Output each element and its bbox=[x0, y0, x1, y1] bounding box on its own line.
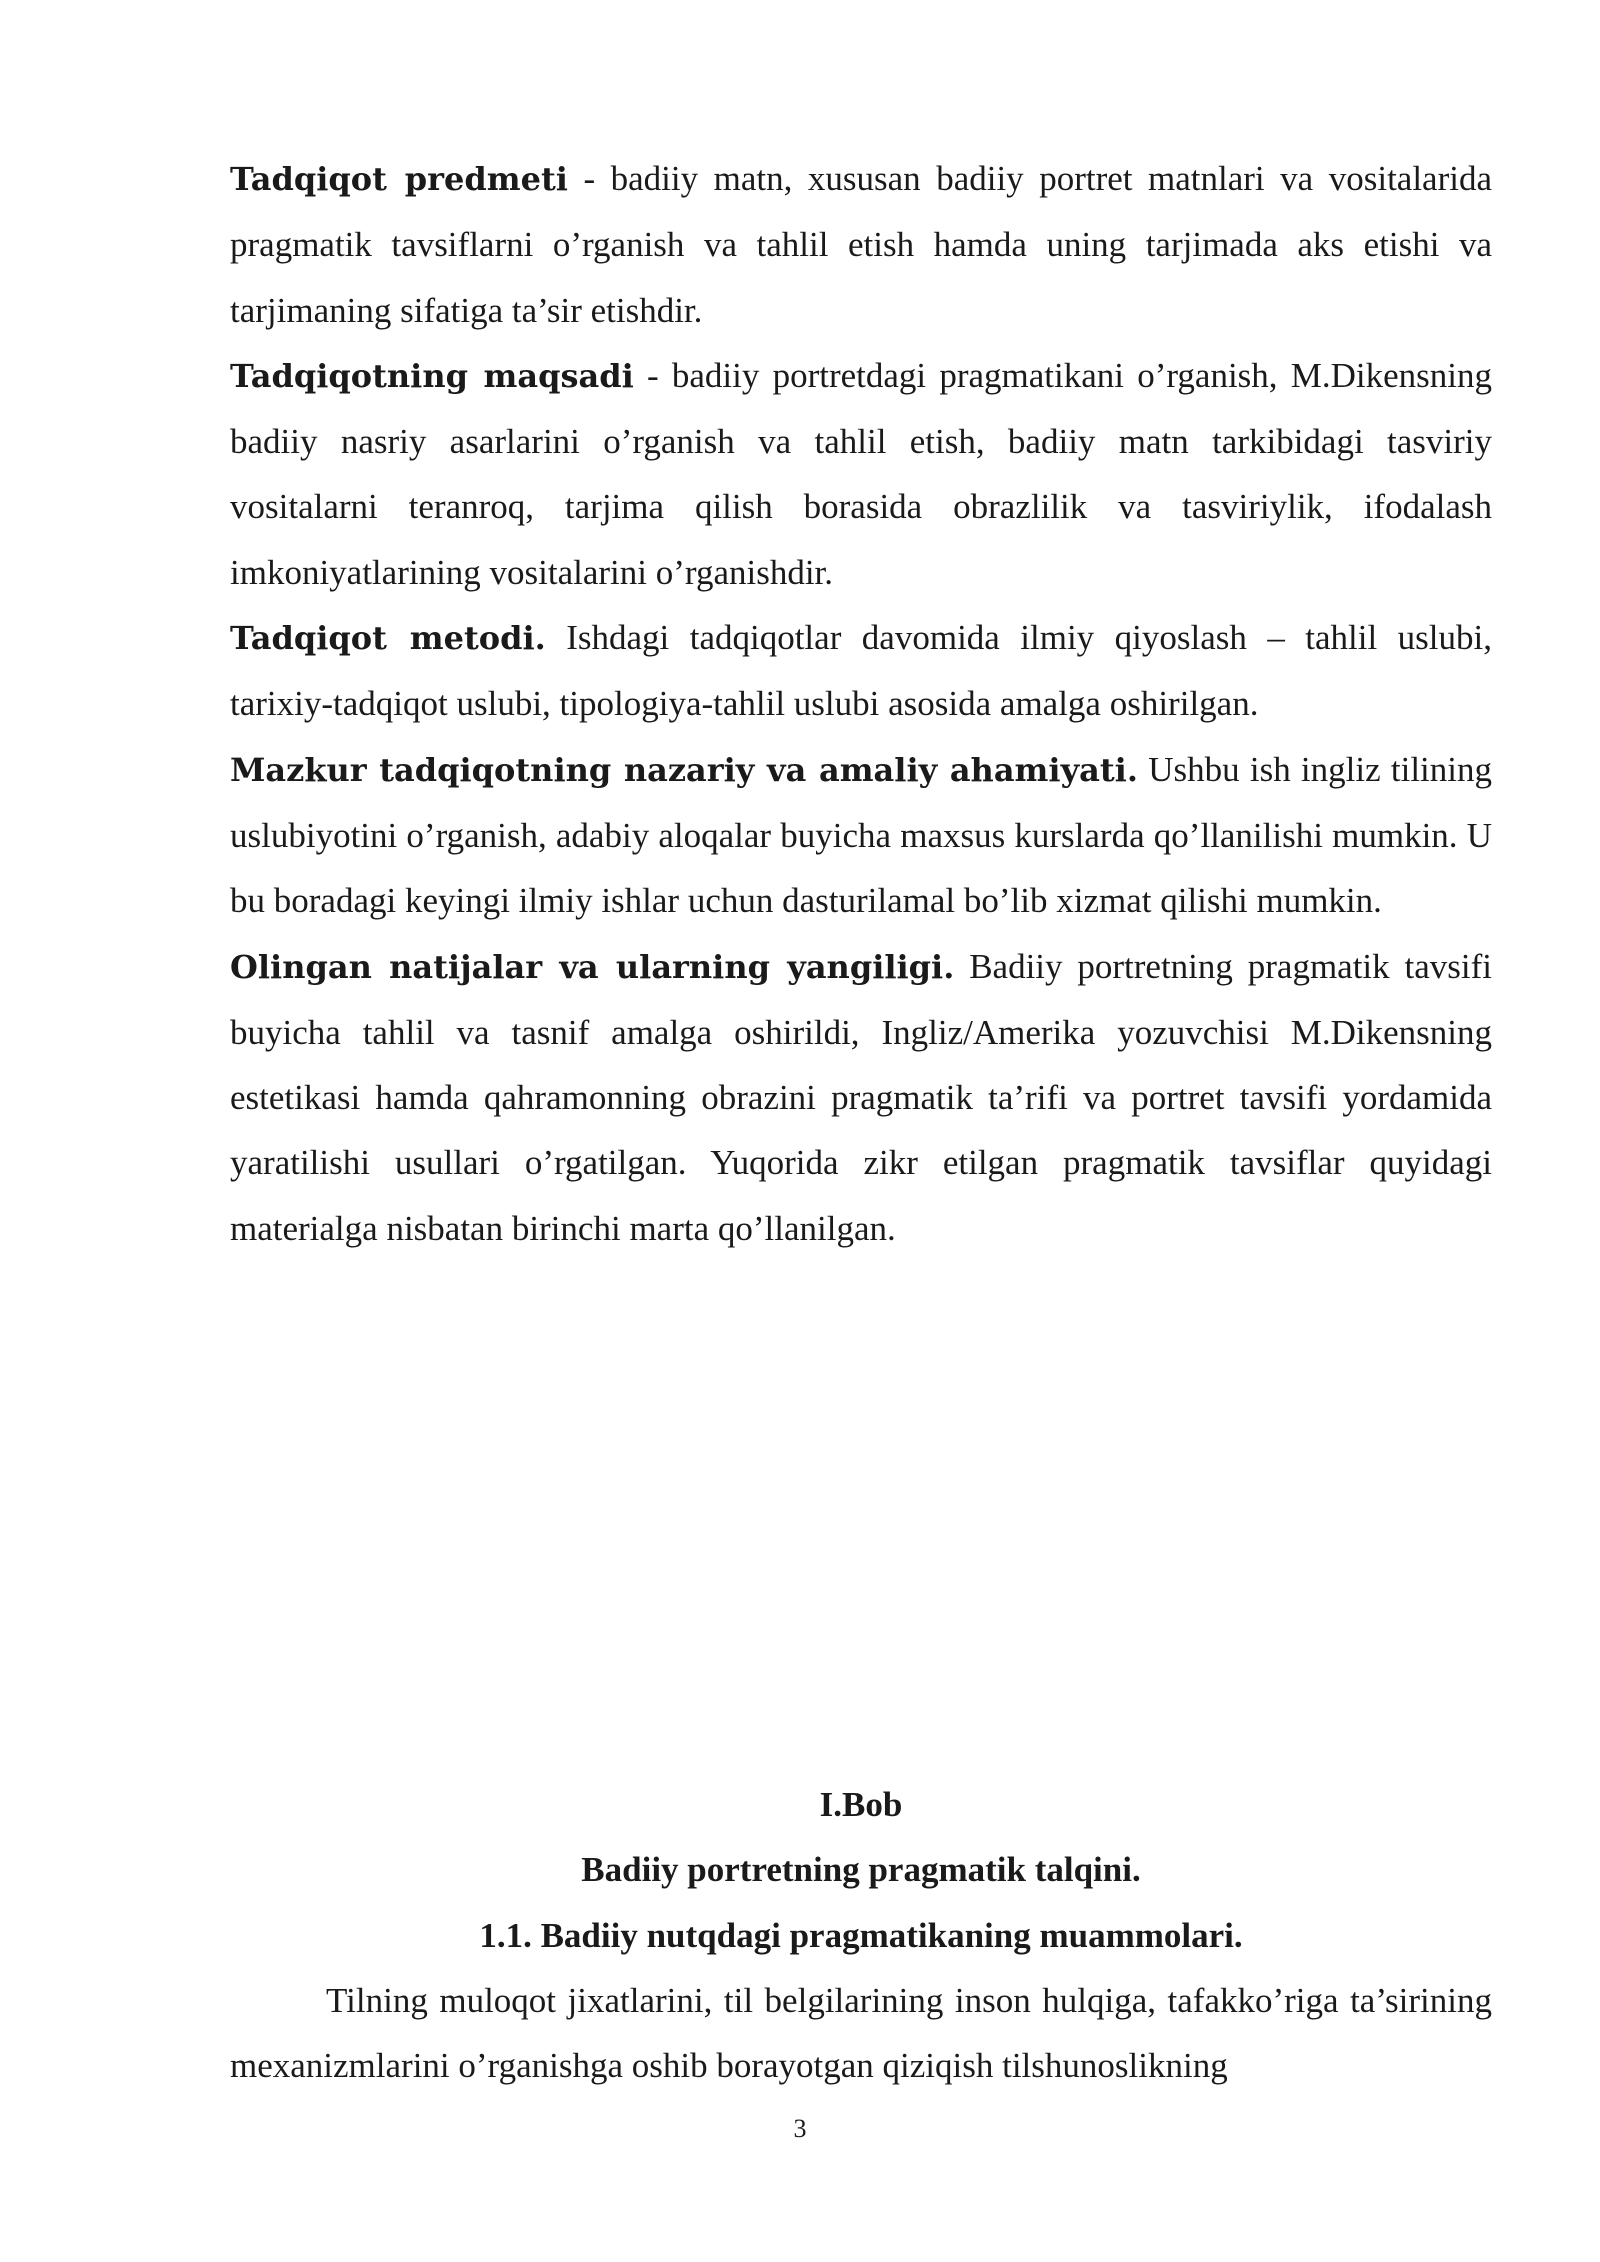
paragraph-text: - badiiy matn, xususan badiiy portret matnlari va vositalarida pragmatik tavsiflarni o’rganish va tahlil etish hamda uning tarjimada aks etishi va tarjimaning sifatiga ta’sir etishdir. bbox=[230, 159, 1493, 330]
paragraph-text: Ishdagi tadqiqotlar davomida ilmiy qiyoslash – tahlil uslubi, tarixiy-tadqiqot uslubi, tipologiya-tahlil uslubi asosida amalga oshirilgan. bbox=[230, 618, 1493, 724]
paragraph-lead: Olingan natijalar va ularning yangiligi. bbox=[230, 947, 955, 986]
chapter-section bbox=[230, 1772, 1492, 2098]
paragraph-lead: Tadqiqot metodi. bbox=[230, 619, 546, 658]
paragraph-research-subject bbox=[230, 146, 1492, 343]
paragraph-lead: Tadqiqotning maqsadi bbox=[230, 356, 634, 395]
paragraph-lead: Tadqiqot predmeti bbox=[230, 160, 568, 198]
paragraph-text: Badiiy portretning pragmatik tavsifi buyicha tahlil va tasnif amalga oshirildi, Ingliz/Amerika yozuvchisi M.Dikensning estetikasi hamda qahramonning obrazini pragmatik ta’rifi va portret tavsifi yordamida yaratilishi usullari o’rgatilgan. Yuqorida zikr etilgan pragmatik tavsiflar quyidagi materialga nisbatan birinchi marta qo’llanilgan. bbox=[230, 946, 1492, 1248]
section-heading: 1.1. Badiiy nutqdagi pragmatikaning muammolari. bbox=[479, 1915, 1243, 1955]
chapter-title: Badiiy portretning pragmatik talqini. bbox=[581, 1850, 1141, 1890]
paragraph-significance bbox=[230, 737, 1492, 934]
section-opening-paragraph: Tilning muloqot jixatlarini, til belgilarining inson hulqiga, tafakko’riga ta’sirining mexanizmlarini o’rganishga oshib borayotgan qiziqish tilshunoslikning bbox=[230, 1980, 1492, 2086]
page-number: 3 bbox=[793, 2114, 807, 2143]
paragraph-text: Ushbu ish ingliz tilining uslubiyotini o’rganish, adabiy aloqalar buyicha maxsus kurslarda qo’llanilishi mumkin. U bu boradagi keyingi ilmiy ishlar uchun dasturilamal bo’lib xizmat qilishi mumkin. bbox=[230, 749, 1492, 921]
paragraph-text: - badiiy portretdagi pragmatikani o’rganish, M.Dikensning badiiy nasriy asarlarini o’rganish va tahlil etish, badiiy matn tarkibidagi tasviriy vositalarni teranroq, tarjima qilish borasida obrazlilik va tasviriylik, ifodalash imkoniyatlarining vositalarini o’rganishdir. bbox=[230, 355, 1493, 592]
paragraph-research-method bbox=[230, 605, 1492, 737]
paragraph-research-goal bbox=[230, 343, 1492, 605]
chapter-number: I.Bob bbox=[819, 1785, 903, 1824]
intro-text-block bbox=[230, 146, 1492, 1261]
paragraph-lead: Mazkur tadqiqotning nazariy va amaliy ahamiyati. bbox=[230, 750, 1138, 789]
paragraph-results-novelty bbox=[230, 934, 1492, 1261]
